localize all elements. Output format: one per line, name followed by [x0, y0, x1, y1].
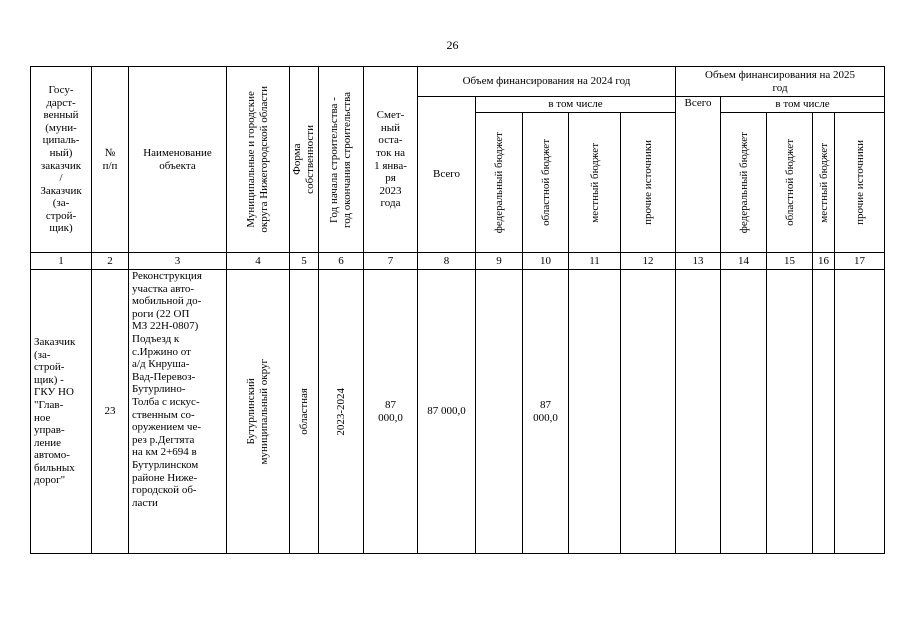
header-regional-2024-text: областной бюджет [539, 139, 552, 226]
header-remaining: Смет- ный оста- ток на 1 янва- ря 2023 года [364, 67, 418, 253]
column-number: 4 [227, 253, 290, 270]
header-years [319, 67, 364, 253]
header-other-2024-text: прочие источники [642, 140, 654, 225]
header-federal-2024 [476, 113, 523, 253]
column-number: 2 [92, 253, 129, 270]
column-number: 10 [523, 253, 569, 270]
cell-total-2024: 87 000,0 [418, 270, 476, 554]
column-number: 5 [290, 253, 319, 270]
header-district [227, 67, 290, 253]
column-number: 17 [835, 253, 885, 270]
header-other-2025 [835, 113, 885, 253]
cell-federal-2024 [476, 270, 523, 554]
header-other-2024 [621, 113, 676, 253]
header-ownership-text: Форма собственности [291, 125, 316, 194]
column-number: 13 [676, 253, 721, 270]
header-regional-2024 [523, 113, 569, 253]
header-federal-2025-text: федеральный бюджет [737, 131, 750, 234]
cell-other-2025 [835, 270, 885, 554]
column-numbers-row [31, 253, 885, 270]
cell-regional-2025 [767, 270, 813, 554]
header-local-2024-text: местный бюджет [588, 142, 601, 223]
column-number: 6 [319, 253, 364, 270]
cell-other-2024 [621, 270, 676, 554]
header-including-2025: в том числе [721, 97, 885, 113]
header-ownership [290, 67, 319, 253]
page-number: 26 [446, 38, 459, 52]
cell-total-2025 [676, 270, 721, 554]
column-number: 3 [129, 253, 227, 270]
header-local-2025 [813, 113, 835, 253]
header-federal-2024-text: федеральный бюджет [493, 131, 505, 234]
column-number: 1 [31, 253, 92, 270]
column-number: 16 [813, 253, 835, 270]
cell-ownership [290, 270, 319, 554]
column-number: 7 [364, 253, 418, 270]
column-number: 9 [476, 253, 523, 270]
column-number: 12 [621, 253, 676, 270]
column-number: 15 [767, 253, 813, 270]
header-local-2025-text: местный бюджет [817, 142, 830, 223]
header-customer: Госу- дарст- венный (муни- ципаль- ный) заказчик / Заказчик (за- строй- щик) [31, 67, 92, 253]
cell-remaining: 87 000,0 [364, 270, 418, 554]
cell-years-text: 2023-2024 [334, 387, 347, 436]
header-number: № п/п [92, 67, 129, 253]
financing-table [30, 66, 885, 554]
column-number: 14 [721, 253, 767, 270]
cell-customer: Заказчик (за- строй- щик) - ГКУ НО "Глав- ное управ- ление автомо- бильных дорог" [31, 270, 92, 554]
header-federal-2025 [721, 113, 767, 253]
column-number: 8 [418, 253, 476, 270]
cell-regional-2024: 87 000,0 [523, 270, 569, 554]
header-regional-2025-text: областной бюджет [783, 139, 796, 226]
header-financing-2025: Объем финансирования на 2025 год [676, 67, 885, 97]
header-including-2024: в том числе [476, 97, 676, 113]
cell-object-name: Реконструкция участка авто- мобильной до- роги (22 ОП МЗ 22Н-0807) Подъезд к с.Иржино от а/д Кнруша- Вад-Перевоз- Бутурлино- Толба с искус- ственным со- оружением че- рез р.Дегтята на км 2+694 в Бутурлинском районе Ниже- городской об- ласти [129, 270, 227, 554]
header-total-2024: Всего [418, 97, 476, 253]
cell-local-2024 [569, 270, 621, 554]
header-financing-2024: Объем финансирования на 2024 год [418, 67, 676, 97]
cell-local-2025 [813, 270, 835, 554]
header-local-2024 [569, 113, 621, 253]
header-other-2025-text: прочие источники [853, 140, 866, 225]
header-years-text: Год начала строительства - год окончания строительства [328, 91, 353, 228]
cell-district [227, 270, 290, 554]
cell-number: 23 [92, 270, 129, 554]
cell-years [319, 270, 364, 554]
header-district-text: Муниципальные и городские округа Нижегородской области [245, 86, 270, 233]
header-regional-2025 [767, 113, 813, 253]
header-total-2025: Всего [676, 97, 721, 253]
header-object-name: Наименование объекта [129, 67, 227, 253]
column-number: 11 [569, 253, 621, 270]
table-row [31, 270, 885, 554]
cell-district-text: Бутурлинский муниципальный округ [245, 358, 270, 465]
cell-federal-2025 [721, 270, 767, 554]
cell-ownership-text: областная [297, 388, 310, 435]
